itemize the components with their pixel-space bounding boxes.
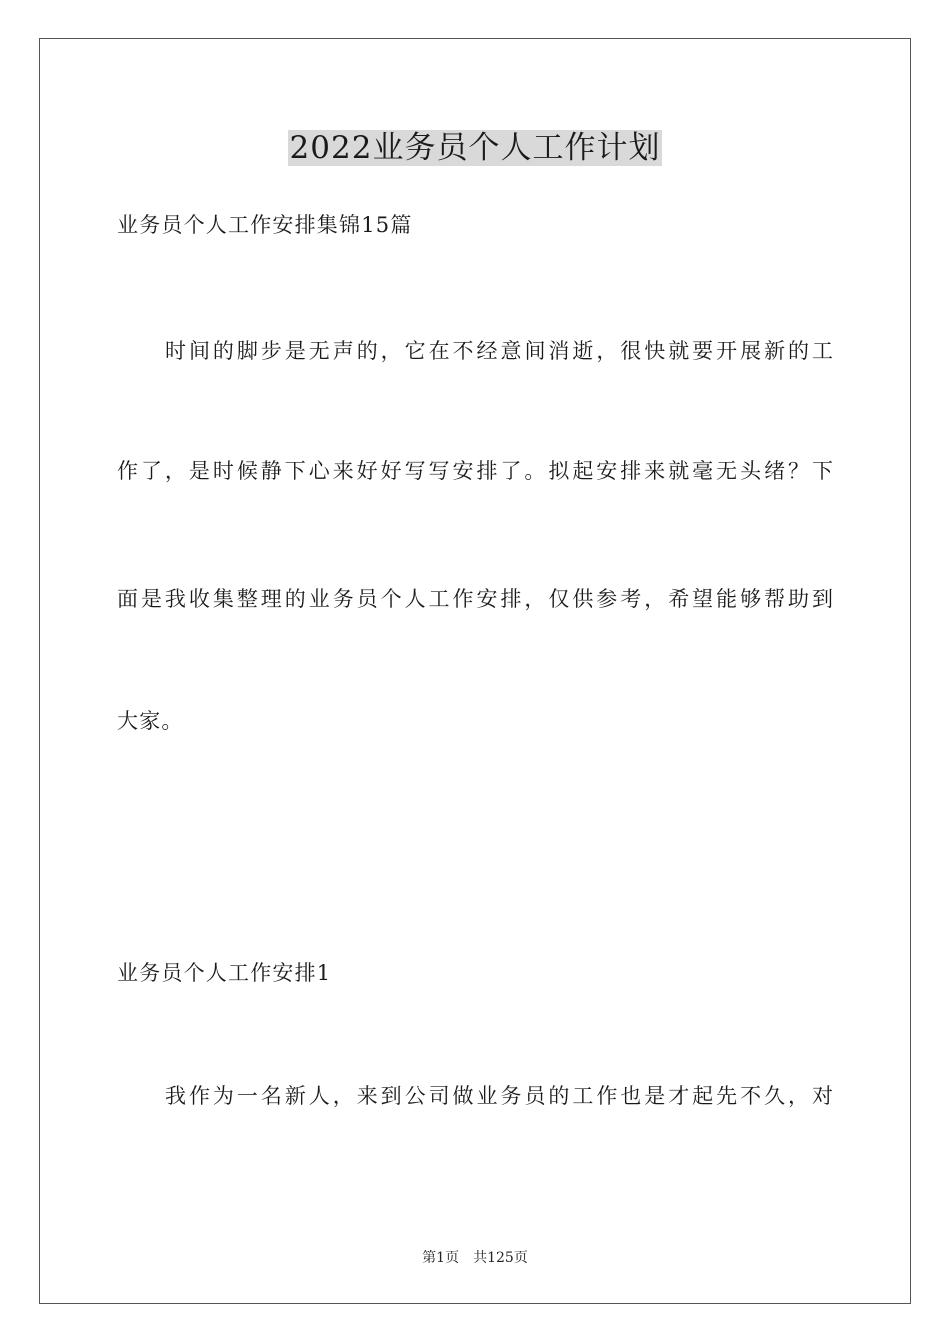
- document-title: [0, 128, 950, 168]
- intro-line-1: 时间的脚步是无声的，它在不经意间消逝，很快就要开展新的工: [165, 339, 833, 363]
- document-title-text: 2022业务员个人工作计划: [289, 130, 661, 166]
- document-subtitle: 业务员个人工作安排集锦15篇: [117, 213, 413, 237]
- intro-line-3: 面是我收集整理的业务员个人工作安排，仅供参考，希望能够帮助到: [117, 587, 833, 611]
- page-number: 第1页: [422, 1250, 460, 1266]
- intro-line-2: 作了，是时候静下心来好好写写安排了。拟起安排来就毫无头绪？下: [117, 459, 833, 483]
- intro-line-4: 大家。: [117, 709, 184, 733]
- section-line-1: 我作为一名新人，来到公司做业务员的工作也是才起先不久，对: [165, 1084, 833, 1108]
- section-heading: 业务员个人工作安排1: [117, 961, 332, 985]
- page-footer: [0, 1248, 950, 1268]
- total-pages: 共125页: [473, 1250, 528, 1266]
